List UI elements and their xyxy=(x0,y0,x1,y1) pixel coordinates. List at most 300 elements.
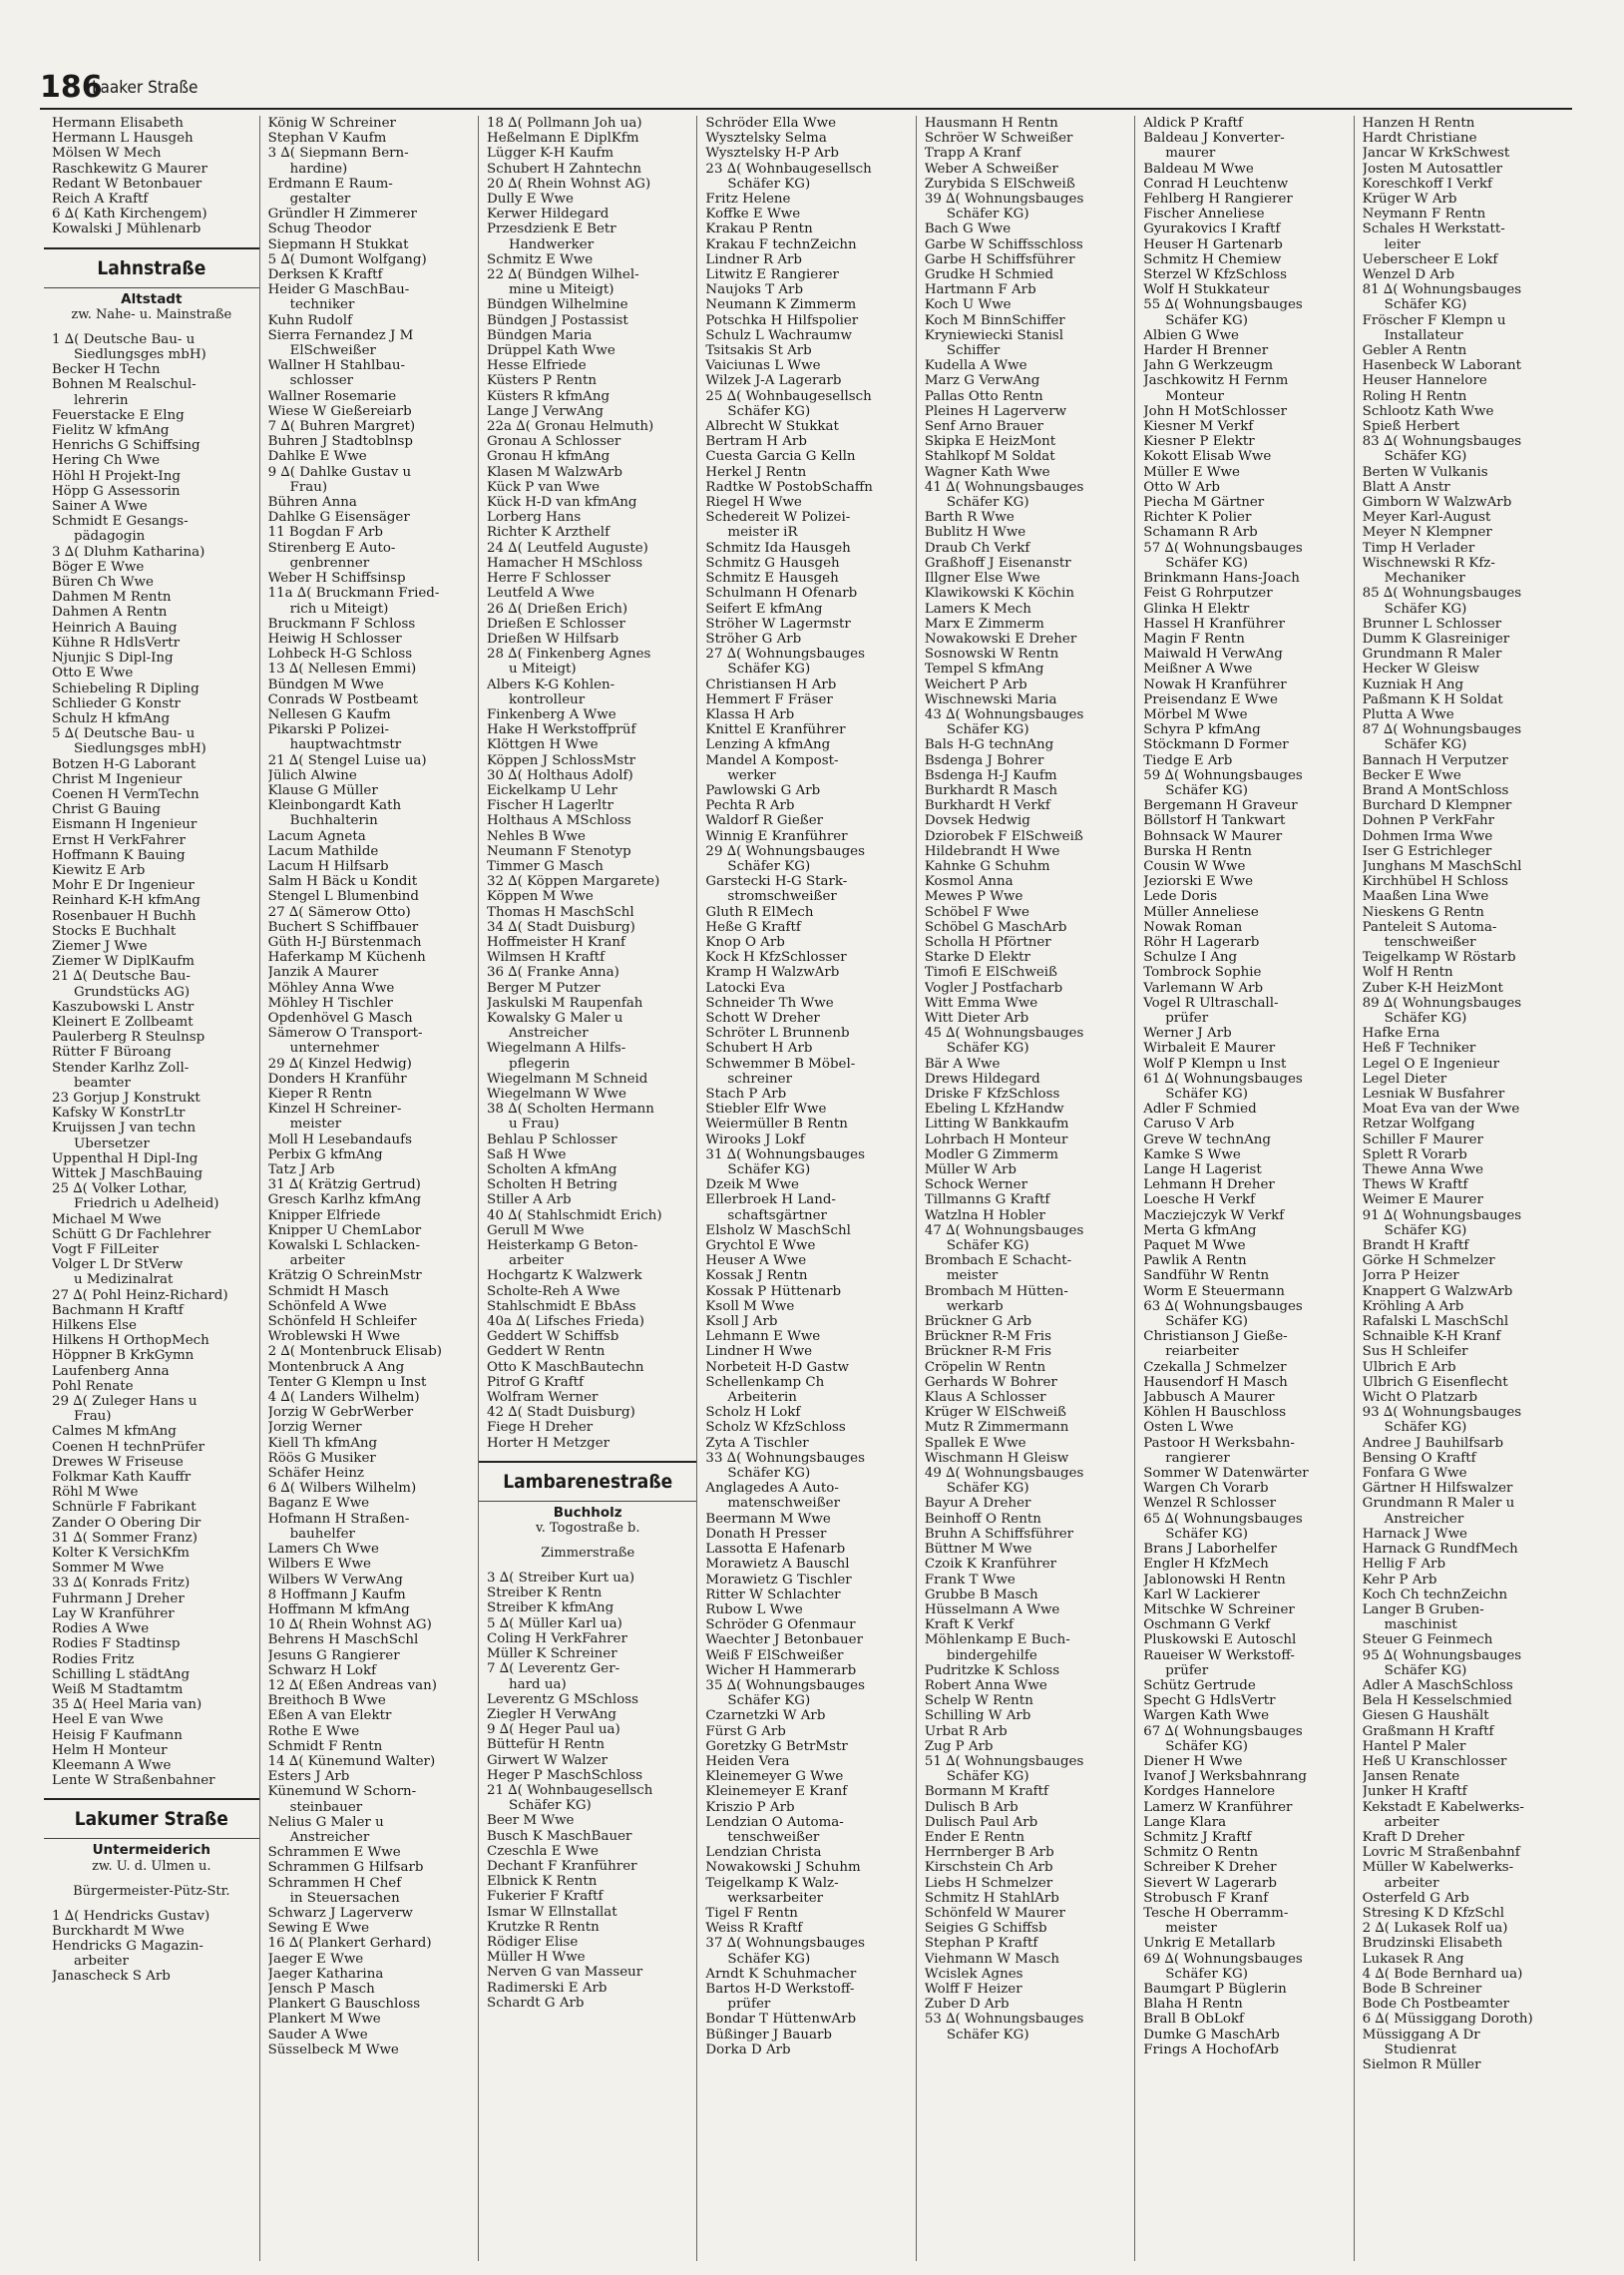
directory-entry: Wirooks J Lokf xyxy=(705,1132,805,1147)
entry-continuation: Schäfer KG) xyxy=(1384,1010,1467,1026)
directory-entry: 36 ∆( Franke Anna) xyxy=(487,965,619,981)
directory-entry: Rütter F Büroang xyxy=(52,1045,172,1061)
directory-entry: Piecha M Gärtner xyxy=(1143,495,1265,511)
directory-entry: Krakau F technZeichn xyxy=(705,236,857,252)
directory-entry: Wenzel D Arb xyxy=(1362,267,1455,283)
directory-entry: Behlau P Schlosser xyxy=(487,1132,617,1147)
entry-continuation: Schäfer KG) xyxy=(946,495,1029,511)
directory-entry: Schneider Th Wwe xyxy=(705,995,834,1011)
directory-entry: Koch U Wwe xyxy=(924,297,1012,313)
directory-entry: Güth H-J Bürstenmach xyxy=(267,934,422,950)
directory-entry: Fritz Helene xyxy=(705,192,791,208)
directory-entry: Lehmann H Dreher xyxy=(1143,1177,1275,1193)
entry-continuation: prüfer xyxy=(1165,1010,1209,1026)
directory-entry: Meyer Karl-August xyxy=(1362,510,1491,526)
directory-entry: Lohbeck H-G Schloss xyxy=(267,647,413,663)
entry-continuation: Frau) xyxy=(74,1409,112,1425)
directory-entry: Lenzing A kfmAng xyxy=(705,737,831,753)
directory-entry: Calmes M kfmAng xyxy=(52,1424,177,1440)
directory-entry: Schales H Werkstatt- xyxy=(1362,222,1505,237)
directory-entry: Stengel L Blumenbind xyxy=(267,889,419,905)
directory-entry: Harnack J Wwe xyxy=(1362,1526,1467,1542)
directory-entry: Wargen Kath Wwe xyxy=(1143,1708,1269,1724)
directory-entry: Bsdenga H-J Kaufm xyxy=(924,767,1057,783)
directory-entry: Schöbel G MaschArb xyxy=(924,919,1067,935)
directory-entry: Girwert W Walzer xyxy=(487,1752,609,1768)
directory-entry: Grubbe B Masch xyxy=(924,1587,1038,1602)
directory-entry: Leutfeld A Wwe xyxy=(487,586,595,602)
entry-continuation: mine u Miteigt) xyxy=(509,282,614,298)
directory-entry: 5 ∆( Dumont Wolfgang) xyxy=(267,251,427,267)
directory-entry: Cröpelin W Rentn xyxy=(924,1359,1046,1375)
directory-entry: Jorra P Heizer xyxy=(1362,1268,1459,1284)
directory-entry: Heel E van Wwe xyxy=(52,1712,164,1728)
directory-entry: Czoik K Kranführer xyxy=(924,1557,1057,1573)
directory-entry: Lukasek R Ang xyxy=(1362,1951,1464,1967)
directory-entry: Otto E Wwe xyxy=(52,666,134,682)
directory-entry: Ismar W Ellnstallat xyxy=(487,1904,617,1920)
entry-continuation: u Frau) xyxy=(509,1117,560,1133)
directory-entry: Kock H KfzSchlosser xyxy=(705,950,847,966)
entry-continuation: Schäfer KG) xyxy=(1165,1087,1248,1102)
directory-entry: Hassel H Kranführer xyxy=(1143,616,1285,632)
directory-entry: Heisterkamp G Beton- xyxy=(487,1238,638,1254)
directory-entry: 3 ∆( Streiber Kurt ua) xyxy=(487,1571,635,1587)
directory-entry: Ernst H VerkFahrer xyxy=(52,832,186,848)
directory-entry: Höppner B KrkGymn xyxy=(52,1348,195,1364)
directory-entry: 32 ∆( Köppen Margarete) xyxy=(487,874,660,890)
directory-entry: Hesse Elfriede xyxy=(487,358,587,374)
directory-entry: Kordges Hannelore xyxy=(1143,1784,1276,1800)
entry-continuation: kontrolleur xyxy=(509,691,586,707)
directory-entry: Litting W Bankkaufm xyxy=(924,1117,1069,1133)
directory-entry: Laufenberg Anna xyxy=(52,1363,170,1379)
directory-entry: Geddert W Schiffsb xyxy=(487,1329,619,1345)
directory-entry: Gebler A Rentn xyxy=(1362,343,1467,359)
directory-entry: Kirchhübel H Schloss xyxy=(1362,874,1509,890)
directory-entry: Lay W Kranführer xyxy=(52,1605,175,1621)
directory-entry: Legel Dieter xyxy=(1362,1071,1447,1087)
directory-entry: Moat Eva van der Wwe xyxy=(1362,1102,1520,1118)
directory-entry: Sterzel W KfzSchloss xyxy=(1143,267,1288,283)
directory-entry: Beermann M Wwe xyxy=(705,1511,831,1527)
directory-entry: Harnack G RundfMech xyxy=(1362,1542,1518,1558)
directory-entry: 16 ∆( Plankert Gerhard) xyxy=(267,1936,432,1952)
directory-entry: Czeschla E Wwe xyxy=(487,1843,599,1859)
directory-entry: 6 ∆( Müssiggang Doroth) xyxy=(1362,2012,1533,2028)
entry-continuation: Schäfer KG) xyxy=(1384,449,1467,465)
directory-entry: Langer B Gruben- xyxy=(1362,1601,1484,1617)
entry-continuation: Schäfer KG) xyxy=(1165,1738,1248,1754)
directory-entry: Bela H Kesselschmied xyxy=(1362,1693,1512,1709)
directory-entry: Bohnsack W Maurer xyxy=(1143,828,1283,844)
directory-entry: Pleines H Lagerverw xyxy=(924,403,1067,419)
directory-entry: Kühne R HdlsVertr xyxy=(52,635,181,651)
directory-entry: Stiebler Elfr Wwe xyxy=(705,1102,827,1118)
directory-entry: Brudzinski Elisabeth xyxy=(1362,1936,1503,1952)
directory-entry: Bondar T HüttenwArb xyxy=(705,2012,857,2028)
directory-entry: Opdenhövel G Masch xyxy=(267,1010,413,1026)
directory-entry: Berten W Vulkanis xyxy=(1362,464,1488,480)
directory-entry: Derksen K Kraftf xyxy=(267,267,383,283)
directory-entry: Süsselbeck M Wwe xyxy=(267,2042,399,2057)
directory-entry: Schütz Gertrude xyxy=(1143,1677,1256,1693)
directory-entry: Dohnen P VerkFahr xyxy=(1362,813,1495,829)
directory-entry: Bals H-G technAng xyxy=(924,737,1054,753)
directory-entry: Finkenberg A Wwe xyxy=(487,706,616,722)
directory-entry: Hendricks G Magazin- xyxy=(52,1938,203,1954)
directory-entry: Heger P MaschSchloss xyxy=(487,1767,643,1783)
directory-entry: 65 ∆( Wohnungsbauges xyxy=(1143,1511,1303,1527)
directory-entry: 23 ∆( Wohnbaugesellsch xyxy=(705,161,872,177)
directory-entry: Dulisch Paul Arb xyxy=(924,1814,1038,1830)
directory-entry: Köhlen H Bauschloss xyxy=(1143,1405,1287,1421)
directory-entry: 22a ∆( Gronau Helmuth) xyxy=(487,419,654,435)
directory-entry: 26 ∆( Drießen Erich) xyxy=(487,601,628,617)
directory-entry: Kinzel H Schreiner- xyxy=(267,1102,402,1118)
directory-entry: 37 ∆( Wohnungsbauges xyxy=(705,1936,865,1952)
directory-entry: Dahlke E Wwe xyxy=(267,449,367,465)
directory-entry: Schiller F Maurer xyxy=(1362,1132,1483,1147)
directory-column xyxy=(1134,116,1353,2261)
directory-entry: Bsdenga J Bohrer xyxy=(924,752,1044,768)
directory-entry: 49 ∆( Wohnungsbauges xyxy=(924,1466,1084,1482)
directory-entry: Knipper Elfriede xyxy=(267,1207,381,1223)
directory-entry: Splett R Vorarb xyxy=(1362,1146,1467,1162)
directory-entry: Bruckmann F Schloss xyxy=(267,616,416,632)
entry-continuation: Schäfer KG) xyxy=(1384,1662,1467,1678)
directory-entry: Dahlke G Eisensäger xyxy=(267,510,410,526)
directory-entry: Drießen E Schlosser xyxy=(487,616,625,632)
entry-continuation: Schäfer KG) xyxy=(946,722,1029,738)
entry-continuation: Schäfer KG) xyxy=(1165,1526,1248,1542)
directory-entry: Riegel H Wwe xyxy=(705,495,802,511)
directory-entry: Weimer E Maurer xyxy=(1362,1192,1483,1208)
directory-entry: Schwemmer B Möbel- xyxy=(705,1056,856,1072)
directory-entry: Schiebeling R Dipling xyxy=(52,681,200,696)
directory-entry: Jablonowski H Rentn xyxy=(1143,1572,1286,1588)
directory-entry: Driske F KfzSchloss xyxy=(924,1087,1060,1102)
directory-entry: 34 ∆( Stadt Duisburg) xyxy=(487,919,635,935)
directory-entry: Hartmann F Arb xyxy=(924,282,1036,298)
directory-entry: Maaßen Lina Wwe xyxy=(1362,889,1489,905)
entry-continuation: Anstreicher xyxy=(289,1829,370,1845)
directory-entry: Osten L Wwe xyxy=(1143,1420,1234,1436)
entry-continuation: meister xyxy=(289,1117,342,1133)
directory-entry: Lesniak W Busfahrer xyxy=(1362,1087,1505,1102)
directory-entry: Ströher G Arb xyxy=(705,631,802,647)
entry-continuation: Handwerker xyxy=(509,236,595,252)
directory-entry: Ksoll M Wwe xyxy=(705,1298,795,1314)
directory-entry: Schamann R Arb xyxy=(1143,525,1258,541)
directory-entry: Görke H Schmelzer xyxy=(1362,1253,1495,1269)
directory-entry: Lede Doris xyxy=(1143,889,1218,905)
directory-entry: Ksoll J Arb xyxy=(705,1314,778,1330)
directory-entry: Lorberg Hans xyxy=(487,510,582,526)
directory-entry: Breithoch B Wwe xyxy=(267,1693,386,1709)
directory-entry: Lange Klara xyxy=(1143,1814,1227,1830)
street-heading: Lambarenestraße xyxy=(479,1461,696,1502)
entry-continuation: werkarb xyxy=(946,1298,1004,1314)
directory-entry: Schilling W Arb xyxy=(924,1708,1031,1724)
directory-entry: Baldeau J Konverter- xyxy=(1143,131,1285,147)
directory-entry: Norbeteit H-D Gastw xyxy=(705,1359,849,1375)
directory-column xyxy=(916,116,1134,2261)
directory-entry: Hemmert F Fräser xyxy=(705,691,833,707)
directory-entry: Adler F Schmied xyxy=(1143,1102,1257,1118)
directory-entry: Sommer W Datenwärter xyxy=(1143,1466,1309,1482)
directory-entry: Lamers Ch Wwe xyxy=(267,1542,379,1558)
directory-entry: Preisendanz E Wwe xyxy=(1143,691,1278,707)
directory-entry: Kirschstein Ch Arb xyxy=(924,1860,1053,1876)
directory-entry: Worm E Steuermann xyxy=(1143,1283,1285,1299)
directory-entry: Przesdzienk E Betr xyxy=(487,222,616,237)
directory-entry: König W Schreiner xyxy=(267,116,396,131)
directory-entry: Osterfeld G Arb xyxy=(1362,1890,1469,1906)
directory-entry: Meißner A Wwe xyxy=(1143,662,1253,678)
directory-entry: Liebs H Schmelzer xyxy=(924,1875,1053,1891)
entry-continuation: Schäfer KG) xyxy=(1384,601,1467,617)
directory-entry: 27 ∆( Pohl Heinz-Richard) xyxy=(52,1287,228,1303)
directory-entry: Büttefür H Rentn xyxy=(487,1737,605,1753)
directory-entry: Ziemer W DiplKaufm xyxy=(52,954,195,970)
district-name: Buchholz xyxy=(553,1504,622,1521)
directory-entry: Coling H VerkFahrer xyxy=(487,1630,627,1646)
directory-entry: Jülich Alwine xyxy=(267,767,357,783)
directory-entry: Kiesner M Verkf xyxy=(1143,419,1254,435)
directory-entry: 11a ∆( Bruckmann Fried- xyxy=(267,586,440,602)
directory-entry: Ströher W Lagermstr xyxy=(705,616,851,632)
directory-entry: Kowalski L Schlacken- xyxy=(267,1238,420,1254)
directory-entry: Urbat R Arb xyxy=(924,1723,1008,1739)
directory-entry: Dechant F Kranführer xyxy=(487,1858,637,1874)
directory-entry: Nowakowski E Dreher xyxy=(924,631,1077,647)
directory-entry: Schmitz H Chemiew xyxy=(1143,251,1282,267)
directory-entry: Bündgen Maria xyxy=(487,327,593,343)
directory-entry: Schmitz O Rentn xyxy=(1143,1845,1259,1861)
directory-entry: Albien G Wwe xyxy=(1143,327,1239,343)
directory-entry: Brans J Laborhelfer xyxy=(1143,1542,1277,1558)
directory-entry: Lindner H Wwe xyxy=(705,1344,813,1360)
directory-entry: Wallner H Stahlbau- xyxy=(267,358,406,374)
directory-entry: Christiansen H Arb xyxy=(705,677,837,692)
directory-entry: Böllstorf H Tankwart xyxy=(1143,813,1286,829)
entry-continuation: Schäfer KG) xyxy=(1165,555,1248,571)
directory-entry: Busch K MaschBauer xyxy=(487,1828,632,1844)
directory-entry: Köppen J SchlossMstr xyxy=(487,752,636,768)
directory-entry: Donders H Kranführ xyxy=(267,1071,407,1087)
directory-entry: 95 ∆( Wohnungsbauges xyxy=(1362,1647,1522,1663)
directory-entry: Schott W Dreher xyxy=(705,1010,820,1026)
directory-entry: Stocks E Buchhalt xyxy=(52,923,177,939)
directory-entry: Litwitz E Rangierer xyxy=(705,267,839,283)
directory-entry: Draub Ch Verkf xyxy=(924,540,1030,556)
directory-entry: Nehles B Wwe xyxy=(487,828,586,844)
directory-entry: 31 ∆( Wohnungsbauges xyxy=(705,1146,865,1162)
directory-entry: Anglagedes A Auto- xyxy=(705,1481,839,1497)
directory-entry: Redant W Betonbauer xyxy=(52,176,203,192)
directory-entry: Dully E Wwe xyxy=(487,192,574,208)
directory-entry: Roling H Rentn xyxy=(1362,388,1467,404)
directory-column xyxy=(40,116,259,2261)
directory-entry: Aldick P Kraftf xyxy=(1143,116,1243,131)
directory-entry: Schröder G Ofenmaur xyxy=(705,1617,856,1633)
directory-entry: Kosmol Anna xyxy=(924,874,1014,890)
directory-entry: Naujoks T Arb xyxy=(705,282,804,298)
entry-continuation: pflegerin xyxy=(509,1056,571,1072)
directory-entry: Nelius G Maler u xyxy=(267,1814,384,1830)
directory-entry: Thomas H MaschSchl xyxy=(487,904,634,920)
entry-continuation: arbeiter xyxy=(1384,1814,1439,1830)
directory-entry: Tillmanns G Kraftf xyxy=(924,1192,1050,1208)
directory-entry: 30 ∆( Holthaus Adolf) xyxy=(487,767,633,783)
directory-entry: Wenzel R Schlosser xyxy=(1143,1496,1277,1512)
entry-continuation: u Medizinalrat xyxy=(74,1272,174,1288)
directory-entry: Weiß M Stadtamtm xyxy=(52,1681,184,1697)
directory-entry: Adler A MaschSchloss xyxy=(1362,1677,1513,1693)
directory-entry: Schrammen G Hilfsarb xyxy=(267,1860,424,1876)
street-range: Zimmerstraße xyxy=(541,1546,635,1562)
directory-entry: Burchard D Klempner xyxy=(1362,798,1512,814)
directory-entry: Jancar W KrkSchwest xyxy=(1362,146,1510,162)
directory-entry: Siepmann H Stukkat xyxy=(267,236,409,252)
directory-entry: Hilkens Else xyxy=(52,1318,137,1334)
district-name: Untermeiderich xyxy=(92,1842,211,1859)
directory-entry: Retzar Wolfgang xyxy=(1362,1117,1475,1133)
directory-entry: Sievert W Lagerarb xyxy=(1143,1875,1277,1891)
directory-entry: Müller K Schreiner xyxy=(487,1646,617,1662)
directory-entry: Senf Arno Brauer xyxy=(924,419,1043,435)
directory-entry: Weiß F ElSchweißer xyxy=(705,1647,844,1663)
directory-entry: Vogel R Ultraschall- xyxy=(1143,995,1279,1011)
entry-continuation: leiter xyxy=(1384,236,1421,252)
directory-entry: Volger L Dr StVerw xyxy=(52,1257,184,1273)
directory-entry: 10 ∆( Rhein Wohnst AG) xyxy=(267,1617,432,1633)
directory-entry: Montenbruck A Ang xyxy=(267,1359,405,1375)
directory-entry: Büßinger J Bauarb xyxy=(705,2027,832,2043)
directory-entry: Heuser H Gartenarb xyxy=(1143,236,1283,252)
entry-continuation: matenschweißer xyxy=(727,1496,840,1512)
directory-entry: Hoffmann M kfmAng xyxy=(267,1601,410,1617)
directory-entry: Specht G HdlsVertr xyxy=(1143,1693,1276,1709)
entry-continuation: Schäfer KG) xyxy=(1165,1966,1248,1982)
entry-continuation: Schäfer KG) xyxy=(509,1798,592,1814)
directory-entry: Mandel A Kompost- xyxy=(705,752,839,768)
directory-entry: 51 ∆( Wohnungsbauges xyxy=(924,1753,1084,1769)
directory-entry: Lehmann E Wwe xyxy=(705,1329,821,1345)
directory-entry: Vogt F FilLeiter xyxy=(52,1242,159,1258)
directory-entry: Schellenkamp Ch xyxy=(705,1374,825,1390)
directory-entry: Kruijssen J van techn xyxy=(52,1121,197,1137)
directory-column xyxy=(478,116,696,2261)
directory-entry: 22 ∆( Bündgen Wilhel- xyxy=(487,267,639,283)
directory-entry: Lindner R Arb xyxy=(705,251,802,267)
directory-entry: Lange H Lagerist xyxy=(1143,1162,1262,1178)
directory-entry: Jahn G Werkzeugm xyxy=(1143,358,1274,374)
entry-continuation: Anstreicher xyxy=(509,1026,589,1042)
directory-entry: Horter H Metzger xyxy=(487,1435,610,1451)
directory-entry: Frings A HochofArb xyxy=(1143,2042,1279,2057)
directory-entry: Hildebrandt H Wwe xyxy=(924,843,1060,859)
directory-entry: Ender E Rentn xyxy=(924,1829,1025,1845)
directory-entry: Wiegelmann A Hilfs- xyxy=(487,1041,626,1057)
directory-entry: John H MotSchlosser xyxy=(1143,403,1287,419)
directory-entry: Kleinemeyer G Wwe xyxy=(705,1769,844,1785)
directory-entry: Fonfara G Wwe xyxy=(1362,1466,1467,1482)
directory-entry: Czarnetzki W Arb xyxy=(705,1708,826,1724)
directory-entry: 1 ∆( Deutsche Bau- u xyxy=(52,331,196,347)
directory-entry: Röhr H Lagerarb xyxy=(1143,934,1260,950)
directory-entry: Knappert G WalzwArb xyxy=(1362,1283,1513,1299)
directory-entry: Dumm K Glasreiniger xyxy=(1362,631,1510,647)
directory-entry: Albers K-G Kohlen- xyxy=(487,677,615,692)
directory-entry: Starke D Elektr xyxy=(924,950,1030,966)
entry-continuation: Schäfer KG) xyxy=(727,1466,811,1482)
entry-continuation: prüfer xyxy=(727,1997,771,2013)
directory-entry: Schmitz H StahlArb xyxy=(924,1890,1059,1906)
directory-column xyxy=(259,116,478,2261)
directory-entry: Ritter W Schlachter xyxy=(705,1587,841,1602)
directory-entry: Kekstadt E Kabelwerks- xyxy=(1362,1799,1524,1815)
directory-entry: Kleinemeyer E Kranf xyxy=(705,1784,848,1800)
directory-entry: Strobusch F Kranf xyxy=(1143,1890,1269,1906)
directory-entry: Beer M Wwe xyxy=(487,1813,575,1829)
directory-entry: Nellesen G Kaufm xyxy=(267,706,391,722)
directory-entry: 35 ∆( Wohnungsbauges xyxy=(705,1677,865,1693)
directory-entry: Vaiciunas L Wwe xyxy=(705,358,821,374)
directory-entry: Czekalla J Schmelzer xyxy=(1143,1359,1287,1375)
directory-entry: Wysztelsky Selma xyxy=(705,131,827,147)
directory-entry: Otto K MaschBautechn xyxy=(487,1359,644,1375)
directory-entry: Hering Ch Wwe xyxy=(52,453,161,469)
directory-entry: 63 ∆( Wohnungsbauges xyxy=(1143,1298,1303,1314)
entry-continuation: Schäfer KG) xyxy=(1384,1222,1467,1238)
directory-entry: Tatz J Arb xyxy=(267,1162,335,1178)
directory-entry: Bartos H-D Werkstoff- xyxy=(705,1981,855,1997)
directory-entry: Nowakowski J Schuhm xyxy=(705,1860,861,1876)
directory-entry: Trapp A Kranf xyxy=(924,146,1021,162)
directory-entry: Coenen H technPrüfer xyxy=(52,1439,204,1455)
directory-entry: 28 ∆( Finkenberg Agnes xyxy=(487,647,651,663)
directory-entry: Marz G VerwAng xyxy=(924,373,1040,389)
directory-entry: 21 ∆( Stengel Luise ua) xyxy=(267,752,427,768)
directory-entry: Morawietz G Tischler xyxy=(705,1572,852,1588)
directory-entry: Schwarz J Lagerverw xyxy=(267,1905,413,1921)
directory-entry: Gronau A Schlosser xyxy=(487,434,621,450)
directory-entry: Kossak J Rentn xyxy=(705,1268,808,1284)
directory-entry: Scholla H Pförtner xyxy=(924,934,1051,950)
directory-entry: Kudella A Wwe xyxy=(924,358,1027,374)
directory-entry: Zurybida S ElSchweiß xyxy=(924,176,1075,192)
directory-entry: Garstecki H-G Stark- xyxy=(705,874,848,890)
directory-entry: Vogler J Postfacharb xyxy=(924,980,1063,996)
entry-continuation: Schäfer KG) xyxy=(1384,737,1467,753)
directory-entry: Neymann F Rentn xyxy=(1362,207,1486,223)
directory-entry: Dahmen M Rentn xyxy=(52,590,172,606)
directory-entry: Wysztelsky H-P Arb xyxy=(705,146,839,162)
directory-entry: Kleinert E Zollbeamt xyxy=(52,1014,194,1030)
directory-entry: Oschmann G Verkf xyxy=(1143,1617,1271,1633)
directory-entry: Fischer H Lagerltr xyxy=(487,798,613,814)
directory-entry: Gronau H kfmAng xyxy=(487,449,610,465)
directory-entry: Seigies G Schiffsb xyxy=(924,1921,1047,1937)
directory-entry: Garbe W Schiffsschloss xyxy=(924,236,1083,252)
directory-entry: 29 ∆( Kinzel Hedwig) xyxy=(267,1056,412,1072)
directory-entry: 33 ∆( Konrads Fritz) xyxy=(52,1576,191,1592)
directory-entry: Drüppel Kath Wwe xyxy=(487,343,615,359)
directory-entry: Wallner Rosemarie xyxy=(267,388,397,404)
entry-continuation: arbeiter xyxy=(74,1954,129,1970)
